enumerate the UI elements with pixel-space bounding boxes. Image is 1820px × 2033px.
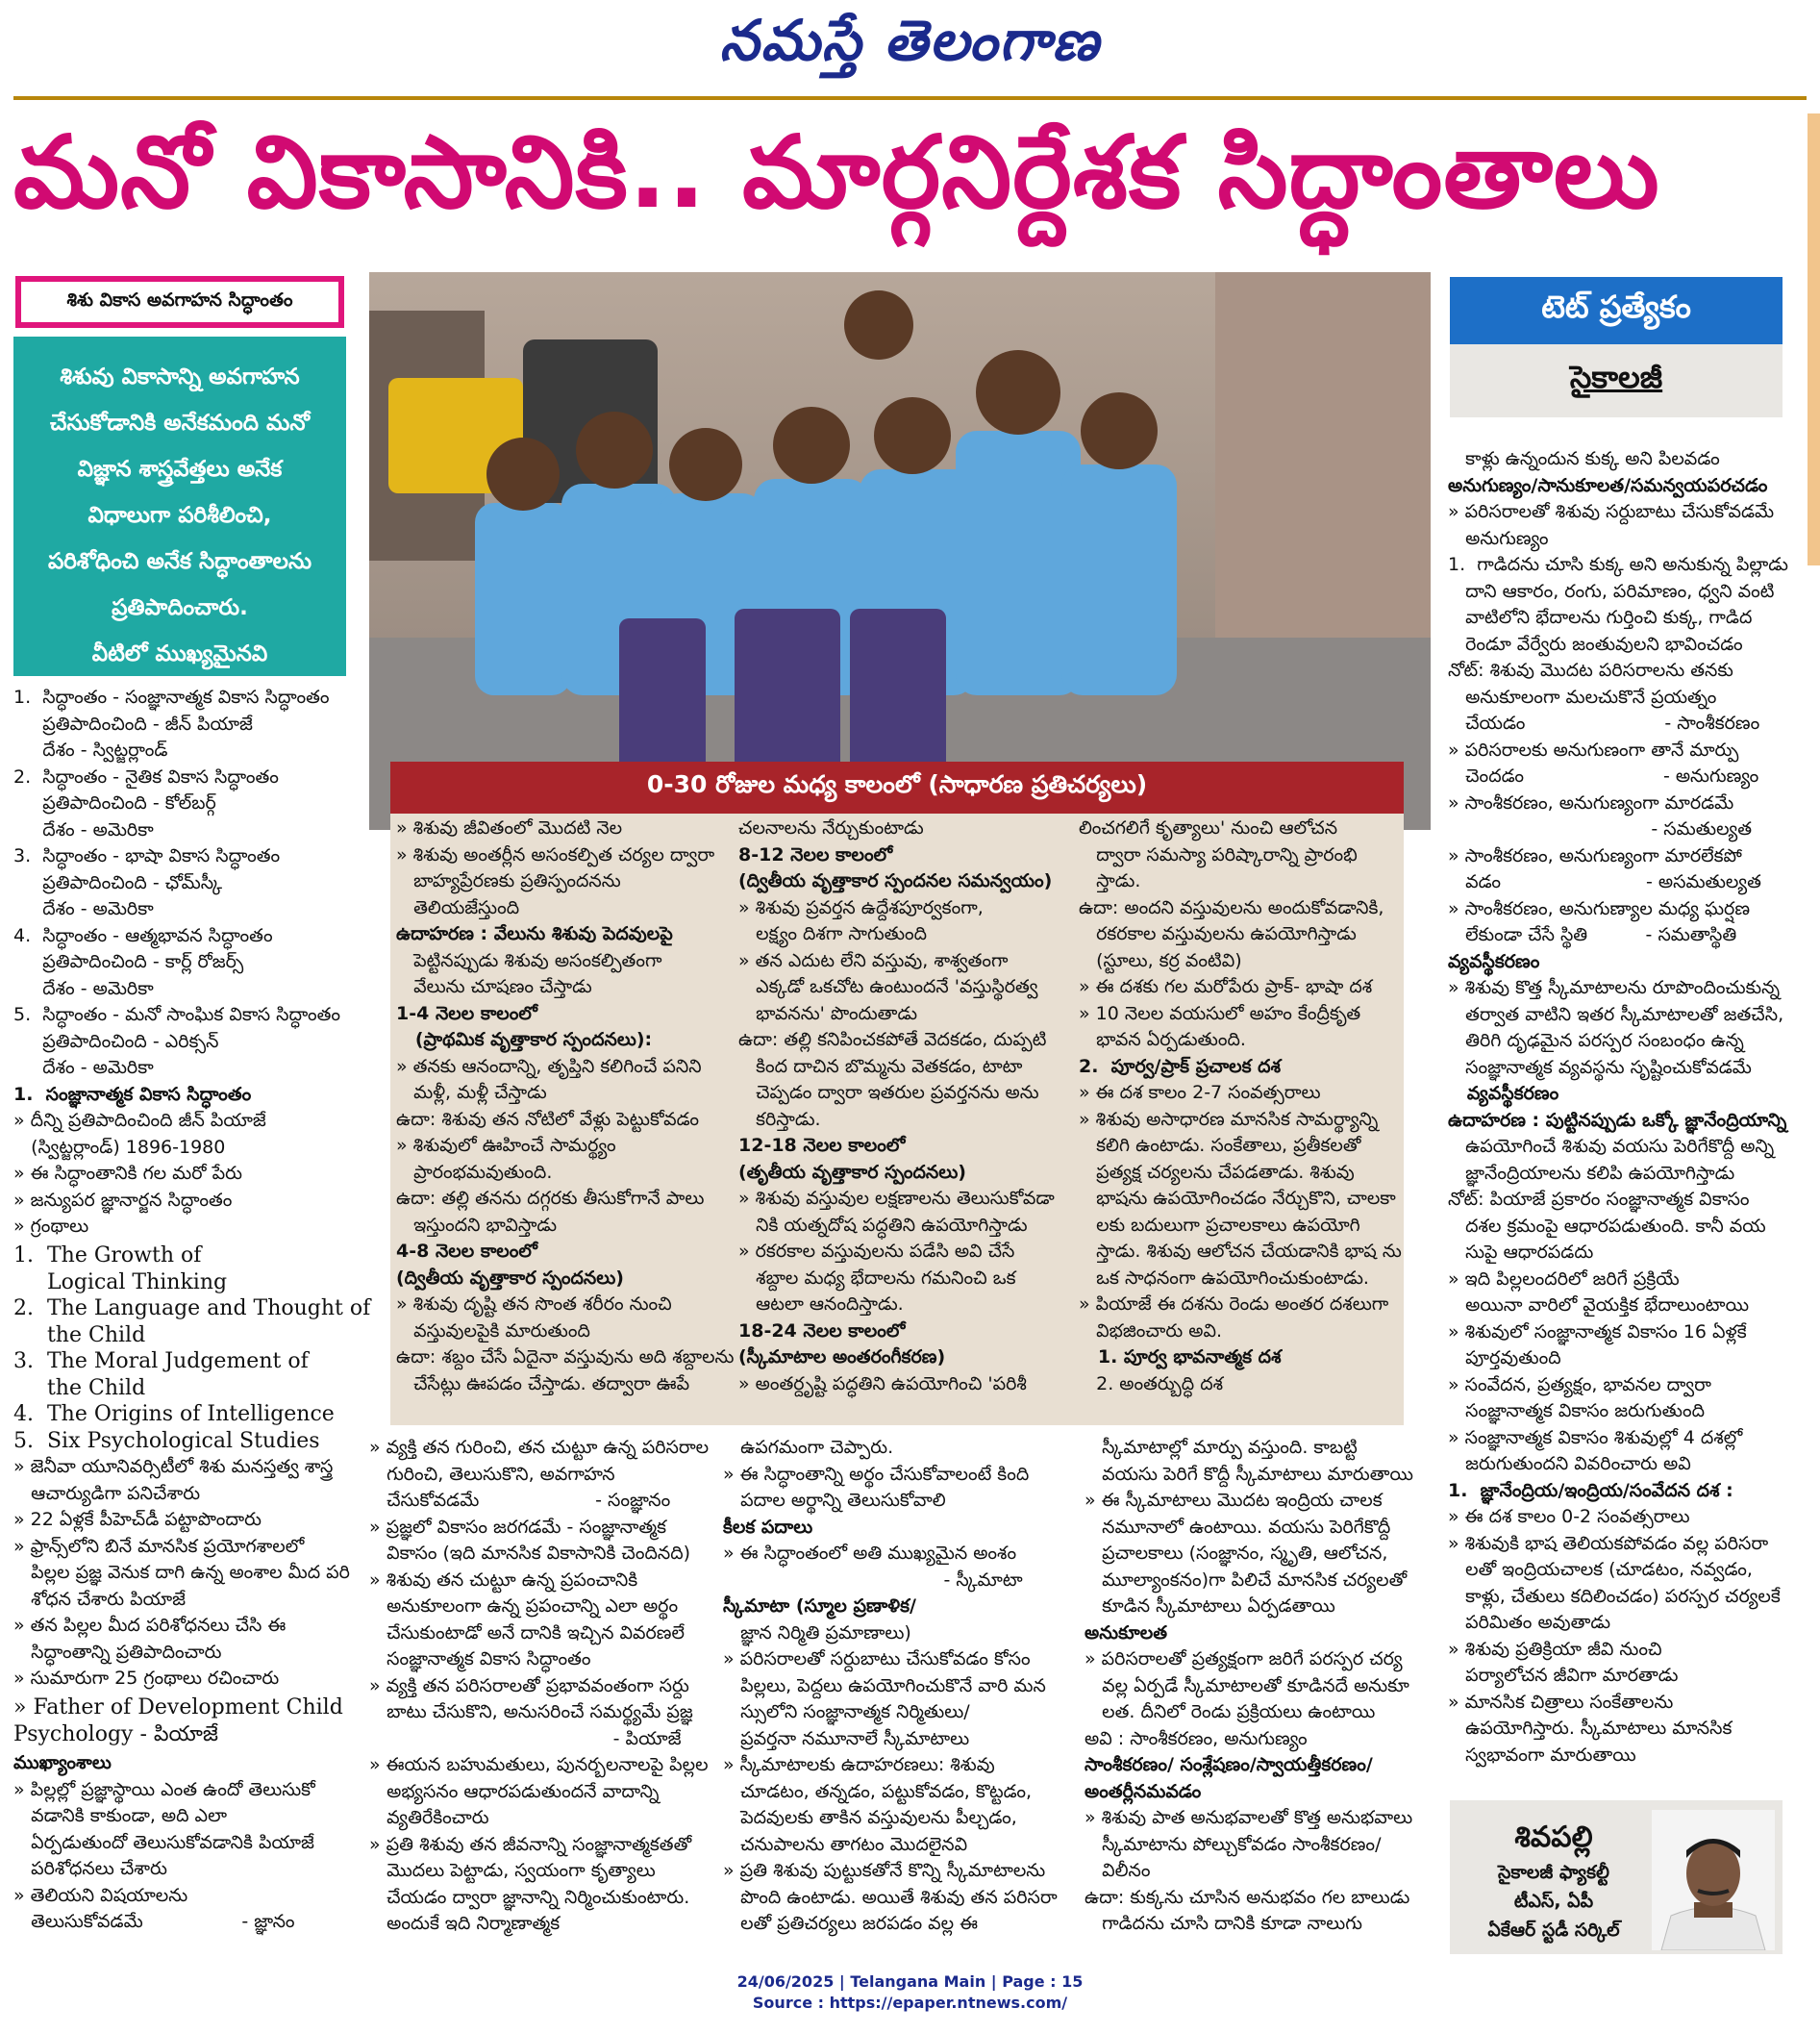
text-line: » శిశువు ప్రవర్తన ఉద్దేశపూర్వకంగా, [738, 896, 984, 918]
text-line: » గ్రంథాలు [13, 1216, 89, 1237]
text-line: నోట్: శిశువు మొదట పరిసరాలను తనకు [1448, 660, 1733, 681]
text-line: చెందడం - అనుగుణ్యం [1448, 766, 1759, 787]
text-line: » ప్రతి శిశువు పుట్టుకతోనే కొన్ని స్కీమాటాలను [723, 1860, 1046, 1881]
text-line: » ఇది పిల్లలందరిలో జరిగే ప్రక్రియే [1448, 1267, 1680, 1290]
text-line: 4. సిద్ధాంతం - ఆత్మభావన సిద్ధాంతం [13, 924, 273, 946]
psychology-label: సైకాలజీ [1450, 344, 1783, 417]
text-line: విభజించారు అవి. [1079, 1319, 1222, 1342]
text-line: వాటిలోని భేదాలను గుర్తించి కుక్క, గాడిద [1448, 607, 1753, 628]
text-line: 1-4 నెలల కాలంలో [396, 1002, 537, 1024]
text-line: కింద దాచిన బొమ్మను వెతకడం, టాటా [738, 1055, 1023, 1077]
text-line: ఎక్కడో ఒకచోట ఉంటుందనే 'వస్తుస్థిరత్వ [738, 976, 1038, 997]
text-line: » శిశువు తన చుట్టూ ఉన్న ప్రపంచానికి [369, 1569, 638, 1591]
author-org: టీఎస్, ఏపీ [1513, 1891, 1594, 1912]
text-line: స్కీమాటాల్లో మార్పు వస్తుంది. కాబట్టి [1085, 1437, 1358, 1458]
text-line: » శిశువు పాత అనుభవాలతో కొత్త అనుభవాలు [1085, 1807, 1413, 1828]
text-line: తిరిగి దృఢమైన పరస్పర సంబంధం ఉన్న [1448, 1030, 1744, 1051]
text-line: 1. జ్ఞానేంద్రియ/ఇంద్రియ/సంవేదన దశ : [1448, 1479, 1733, 1501]
text-line: వ్యతిరేకించారు [369, 1807, 489, 1828]
text-line: » పరిసరాలతో శిశువు సర్దుబాటు చేసుకోవడమే [1448, 501, 1775, 522]
text-line: » మానసిక చిత్రాలు సంకేతాలను [1448, 1691, 1674, 1713]
intro-line: శిశువు వికాసాన్ని అవగాహన [60, 364, 300, 389]
text-line: ఉదా: శిశువు తన నోటిలో వేళ్లు పెట్టుకోవడం [396, 1108, 700, 1130]
author-name: శివపల్లి [1514, 1820, 1593, 1854]
text-line: 3. సిద్ధాంతం - భాషా వికాస సిద్ధాంతం [13, 845, 281, 866]
text-line: చేసుకుంటాడో అనే దానికి ఇచ్చిన వివరణలే [369, 1621, 685, 1644]
text-line: వ్యవస్థీకరణం [1448, 950, 1540, 972]
text-line: » శిశువు వస్తువుల లక్షణాలను తెలుసుకోవడా [738, 1188, 1055, 1209]
text-line: తెలుసుకోవడమే - జ్ఞానం [13, 1911, 295, 1932]
author-text [1458, 1818, 1650, 1945]
middle-col-2 [723, 1435, 1060, 1938]
middle-col-3 [1085, 1435, 1429, 1938]
text-line: ప్రతిపాదించింది - జీన్ పియాజే [13, 713, 253, 735]
text-line: ఉదా: తల్లి తనను దగ్గరకు తీసుకోగానే పాలు [396, 1188, 705, 1209]
text-line: (స్విట్జర్లాండ్) 1896-1980 [13, 1136, 226, 1158]
text-line: అయినా వారిలో వైయక్తిక భేదాలుంటాయి [1448, 1294, 1750, 1316]
text-line: ఉదా: అందని వస్తువులను అందుకోవడానికి, [1079, 896, 1384, 918]
text-line: ప్రతిపాదించింది - కోల్‌బర్గ్ [13, 792, 216, 814]
text-line: అవి : సాంశీకరణం, అనుగుణ్యం [1085, 1727, 1308, 1749]
text-line: 1. గాడిదను చూసి కుక్క అని అనుకున్న పిల్లాడు [1448, 554, 1788, 575]
text-line: సంజ్ఞానాత్మక వ్యవస్థను సృష్టించుకోవడమే [1448, 1056, 1752, 1078]
timeline-col-2 [738, 816, 1077, 1397]
text-line: చూడటం, తన్నడం, పట్టుకోవడం, కొట్టడం, [723, 1780, 1033, 1802]
text-line: ఉపయోగిస్తారు. స్కీమాటాలు మానసిక [1448, 1718, 1733, 1739]
headline-text: మనో వికాసానికి.. మార్గనిర్దేశక సిద్ధాంతాలు [13, 113, 1660, 231]
text-line: సుపై ఆధారపడదు [1448, 1242, 1594, 1263]
text-line: » శిశువులో ఊహించే సామర్థ్యం [396, 1135, 616, 1156]
text-line: ఇస్తుందని భావిస్తాడు [396, 1214, 558, 1236]
text-line: దాని ఆకారం, రంగు, పరిమాణం, ధ్వని వంటి [1448, 580, 1775, 602]
text-line: 5. సిద్ధాంతం - మనో సాంఘిక వికాస సిద్ధాంతం [13, 1004, 341, 1025]
book-title: 2. The Language and Thought of [13, 1296, 371, 1320]
text-line: భాషను ఉపయోగించడం నేర్చుకొని, చాలకా [1079, 1188, 1396, 1209]
text-line: విలీనం [1085, 1860, 1151, 1881]
text-line: ప్రతిపాదించింది - ఛోమ్‌స్కీ [13, 871, 223, 893]
text-line: ఉదాహరణ : వేలును శిశువు పెదవులపై [396, 923, 673, 944]
text-line: కలిగి ఉంటాడు. సంకేతాలు, ప్రతీకలతో [1079, 1135, 1361, 1156]
text-line: వేలును చూషణం చేస్తాడు [396, 976, 592, 997]
text-line: ఆచార్యుడిగా పనిచేశారు [13, 1482, 201, 1504]
masthead-rule [13, 96, 1807, 100]
text-line: లకు బదులుగా ప్రచాలకాలు ఉపయోగి [1079, 1214, 1360, 1236]
timeline-box-heading: 0-30 రోజుల మధ్య కాలంలో (సాధారణ ప్రతిచర్యలు) [390, 762, 1404, 814]
text-line: పదాల అర్థాన్ని తెలుసుకోవాలి [723, 1490, 946, 1511]
text-line: పూర్తవుతుంది [1448, 1347, 1561, 1368]
text-line: లక్ష్యం దిశగా సాగుతుంది [738, 923, 928, 944]
text-line: » ఈ దశకు గల మరోపేరు ప్రాక్- భాషా దశ [1079, 976, 1373, 997]
text-line: ఏర్పడుతుందో తెలుసుకోవడానికి పియాజే [13, 1831, 314, 1853]
tet-special-label: టెట్ ప్రత్యేకం [1450, 277, 1783, 344]
text-line: » శిశువు కొత్త స్కీమాటాలను రూపొందించుకున్న [1448, 977, 1781, 998]
text-line: రెండూ వేర్వేరు జంతువులని భావించడం [1448, 633, 1743, 655]
footer [0, 1971, 1820, 2014]
text-line: » ప్రతి శిశువు తన జీవనాన్ని సంజ్ఞానాత్మకతతో [369, 1833, 692, 1855]
text-line: » పరిసరాలకు అనుగుణంగా తానే మార్పు [1448, 739, 1739, 761]
text-line: » శిశువులో సంజ్ఞానాత్మక వికాసం 16 ఏళ్లకే [1448, 1320, 1747, 1343]
text-line: లించగలిగే కృత్యాలు' నుంచి ఆలోచన [1079, 817, 1338, 839]
left-column [13, 685, 350, 1241]
headline [13, 113, 1797, 258]
text-line: తర్వాత వాటిని ఇతర స్కీమాటాలతో జతచేసి, [1448, 1003, 1784, 1025]
text-line: (ద్వితీయ వృత్తాకార స్పందనలు) [396, 1267, 624, 1289]
text-line: » ఈ స్కీమాటాలు మొదట ఇంద్రియ చాలక [1085, 1490, 1383, 1511]
edge-strip [1808, 113, 1820, 565]
text-line: 1. సంజ్ఞానాత్మక వికాస సిద్ధాంతం [13, 1083, 252, 1105]
text-line: » 10 నెలల వయసులో అహం కేంద్రీకృత [1079, 1002, 1361, 1024]
text-line: శబ్దాల మధ్య భేదాలను గమనించి ఒక [738, 1267, 1016, 1289]
text-line: బాటు చేసుకొని, అనుసరించే సమర్థ్యమే ప్రజ్ఞ [369, 1701, 693, 1722]
text-line: » జెనీవా యూనివర్సిటీలో శిశు మనస్తత్వ శాస్త్ర [13, 1456, 334, 1477]
text-line: » ఈ దశ కాలం 2-7 సంవత్సరాలు [1079, 1082, 1321, 1103]
text-line: పెట్టినప్పుడు శిశువు అసంకల్పితంగా [396, 949, 662, 971]
text-line: అనుగుణ్యం/సానుకూలత/సమన్వయపరచడం [1448, 474, 1768, 496]
text-line: వస్తువులపైకి మారుతుంది [396, 1319, 590, 1342]
text-line: » ఈ సిద్ధాంతంలో అతి ముఖ్యమైన అంశం [723, 1543, 1017, 1564]
text-line: » సంజ్ఞానాత్మక వికాసం శిశువుల్లో 4 దశల్లో [1448, 1426, 1743, 1448]
text-line: స్కీమాటాను పోల్చుకోవడం సాంశీకరణం/ [1085, 1833, 1382, 1855]
text-line: చేసుకోవడమే - సంజ్ఞానం [369, 1490, 671, 1511]
text-line: » పియాజే ఈ దశను రెండు అంతర దశలుగా [1079, 1293, 1389, 1315]
text-line: » ఈయన బహుమతులు, పునర్బలనాలపై పిల్లల [369, 1754, 709, 1775]
text-line: స్తాడు. శిశువు ఆలోచన చేయడానికి భాష ను [1079, 1241, 1402, 1262]
text-line: » పరిసరాలతో ప్రత్యక్షంగా జరిగే పరస్పర చర్య [1085, 1648, 1403, 1669]
text-line: చనుపాలను తాగటం మొదలైనవి [723, 1833, 968, 1855]
text-line: జరుగుతుందని వివరించారు అవి [1448, 1453, 1691, 1474]
text-line: మూల్యాంకనం)గా పిలిచే మానసిక చర్యలతో [1085, 1569, 1408, 1591]
text-line: చేయడం ద్వారా జ్ఞానాన్ని నిర్మించుకుంటారు. [369, 1886, 690, 1908]
text-line: బాహ్యప్రేరణకు ప్రతిస్పందనను [396, 870, 621, 891]
text-line: ఉదాహరణ : పుట్టినప్పుడు ఒక్కో జ్ఞానేంద్రియాన్ని [1448, 1109, 1787, 1131]
text-line: గాడిదను చూసి దానికి కూడా నాలుగు [1085, 1913, 1362, 1934]
text-line: 2. అంతర్బుద్ధి దశ [1079, 1372, 1224, 1394]
text-line: ప్రత్యక్ష చర్యలను చేపడతాడు. శిశువు [1079, 1161, 1355, 1183]
intro-box [13, 337, 346, 676]
highlights-block [13, 1750, 350, 1936]
text-line: అనుకూలంగా మలచుకొనే ప్రయత్నం [1448, 686, 1717, 708]
text-line: సాంశీకరణం/ సంశ్లేషణం/స్వాయత్తీకరణం/ [1085, 1754, 1373, 1775]
text-line: రకరకాల వస్తువులను ఉపయోగిస్తాడు [1079, 923, 1357, 944]
text-line: వడం - అసమతుల్యత [1448, 871, 1761, 892]
book-title: 5. Six Psychological Studies [13, 1428, 320, 1453]
text-line: - పియాజే [369, 1727, 682, 1749]
text-line: మొదలు పెట్టాడు, స్వయంగా కృత్యాలు [369, 1860, 656, 1881]
text-line: - సమతుల్యత [1448, 818, 1753, 840]
text-line: » స్కీమాటాలకు ఉదాహరణలు: శిశువు [723, 1754, 995, 1775]
book-title: the Child [13, 1375, 146, 1400]
text-line: » సాంశీకరణం, అనుగుణ్యంగా మారలేకపో [1448, 844, 1742, 866]
text-line: ఉపగమంగా చెప్పారు. [723, 1437, 894, 1458]
text-line: భావనను' పొందుతాడు [738, 1002, 918, 1024]
text-line: » 22 ఏళ్లకే పీహెచ్‌డీ పట్టాపొందారు [13, 1509, 262, 1530]
text-line: » సుమారుగా 25 గ్రంథాలు రచించారు [13, 1668, 280, 1689]
text-line: లతో ఇంద్రియచాలక (చూడటం, నవ్వడం, [1448, 1559, 1753, 1580]
text-line: » శిశువు అంతర్లీన అసంకల్పిత చర్యల ద్వారా [396, 843, 715, 866]
timeline-col-3 [1079, 816, 1404, 1397]
text-line: లత. దీనిలో రెండు ప్రక్రియలు ఉంటాయి [1085, 1701, 1376, 1722]
text-line: అనుకూలత [1085, 1621, 1167, 1644]
text-line: కూడిన స్కీమాటాలు ఏర్పడతాయి [1085, 1595, 1335, 1617]
text-line: స్వభావంగా మారుతాయి [1448, 1744, 1636, 1766]
text-line: 8-12 నెలల కాలంలో [738, 843, 893, 866]
book-title: 1. The Growth of [13, 1243, 202, 1267]
text-line: నమూనాలో ఉంటాయి. వయసు పెరిగేకొద్దీ [1085, 1516, 1391, 1538]
text-line: » ఈ సిద్ధాంతానికి గల మరో పేరు [13, 1163, 242, 1184]
text-line: (తృతీయ వృత్తాకార స్పందనలు) [738, 1161, 966, 1183]
text-line: » సంవేదన, ప్రత్యక్షం, భావనల ద్వారా [1448, 1373, 1711, 1395]
text-line: పర్యాలోచన జీవిగా మారతాడు [1448, 1665, 1679, 1686]
right-column [1448, 446, 1786, 1769]
text-line: (స్కీమాటాల అంతరంగీకరణ) [738, 1346, 946, 1368]
text-line: (స్టూలు, కర్ర వంటివి) [1079, 949, 1242, 971]
text-line: » తన పిల్లల మీద పరిశోధనలు చేసి ఈ [13, 1615, 287, 1636]
text-line: ఆటలా ఆనందిస్తాడు. [738, 1293, 904, 1315]
text-line: దేశం - అమెరికా [13, 1057, 154, 1078]
text-line: ద్వారా సమస్యా పరిష్కారాన్ని ప్రారంభి [1079, 843, 1358, 866]
text-line: అందుకే ఇది నిర్మాణాత్మక [369, 1913, 561, 1934]
text-line: వల్ల ఏర్పడే స్కీమాటాలతో కూడినదే అనుకూ [1085, 1674, 1409, 1696]
book-title: Logical Thinking [13, 1269, 228, 1294]
text-line: పొంది ఉంటాడు. అయితే శిశువు తన పరిసరా [723, 1886, 1058, 1908]
author-photo [1652, 1810, 1775, 1950]
intro-line: విజ్ఞాన శాస్త్రవేత్తలు అనేక [77, 457, 283, 482]
text-line: గురించి, తెలుసుకొని, అవగాహన [369, 1463, 615, 1485]
intro-line: వీటిలో ముఖ్యమైనవి [91, 641, 268, 666]
middle-col-1 [369, 1435, 711, 1938]
intro-line: ప్రతిపాదించారు. [112, 595, 248, 620]
author-org-2: ఏకేఆర్ స్టడీ సర్కిల్ [1487, 1920, 1620, 1941]
text-line: సిద్ధాంతాన్ని ప్రతిపాదించారు [13, 1641, 222, 1663]
text-line: మళ్లీ, మళ్లీ చేస్తాడు [396, 1082, 547, 1103]
text-line: 12-18 నెలల కాలంలో [738, 1135, 906, 1156]
text-line: ఉదా: తల్లి కనిపించకపోతే వెదకడం, దుప్పటి [738, 1029, 1047, 1050]
text-line: చేసేట్లు ఊపడం చేస్తాడు. తద్వారా ఊపే [396, 1372, 690, 1394]
text-line: 1. సిద్ధాంతం - సంజ్ఞానాత్మక వికాస సిద్ధాంతం [13, 687, 330, 708]
text-line: ఉదా: కుక్కను చూసిన అనుభవం గల బాలుడు [1085, 1886, 1410, 1908]
text-line: » సాంశీకరణం, అనుగుణ్యాల మధ్య ఘర్షణ [1448, 897, 1751, 919]
text-line: ప్రతిపాదించింది - కార్ల్ రోజర్స్ [13, 951, 244, 972]
father-line: » Father of Development Child [13, 1695, 343, 1719]
text-line: నికి యత్నదోష పద్ధతిని ఉపయోగిస్తాడు [738, 1214, 1028, 1236]
text-line: ఉపయోగించే శిశువు వయసు పెరిగేకొద్దీ అన్ని [1448, 1136, 1775, 1157]
text-line: ప్రారంభమవుతుంది. [396, 1161, 553, 1183]
left-column-2 [13, 1454, 350, 1693]
students-photo [369, 272, 1431, 830]
text-line: ఉదా: శబ్దం చేసే ఏదైనా వస్తువును అది శబ్దాలను [396, 1346, 735, 1368]
text-line: » తనకు ఆనందాన్ని, తృప్తిని కలిగించే పనిని [396, 1055, 702, 1077]
text-line: 18-24 నెలల కాలంలో [738, 1319, 906, 1342]
intro-line: పరిశోధించి అనేక సిద్ధాంతాలను [47, 549, 312, 574]
text-line: 2. పూర్వ/ప్రాక్ ప్రచాలక దశ [1079, 1055, 1282, 1077]
text-line: తెలియజేస్తుంది [396, 896, 520, 918]
text-line: కీలక పదాలు [723, 1516, 813, 1538]
text-line: ప్రచాలకాలు (సంజ్ఞానం, స్మృతి, ఆలోచన, [1085, 1543, 1388, 1564]
text-line: భావన ఏర్పడుతుంది. [1079, 1029, 1246, 1050]
text-line: (ప్రాథమిక వృత్తాకార స్పందనలు): [396, 1029, 653, 1050]
text-line: జ్ఞానేంద్రియాలను కలిపి ఉపయోగిస్తాడు [1448, 1162, 1735, 1184]
text-line: వికాసం (ఇది మానసిక వికాసానికి చెందినది) [369, 1543, 691, 1564]
text-line: » శిశువు అసాధారణ మానసిక సామర్థ్యాన్ని [1079, 1108, 1379, 1130]
text-line: ఒక సాధనంగా ఉపయోగించుకుంటాడు. [1079, 1267, 1369, 1289]
footer-date-page: 24/06/2025 | Telangana Main | Page : 15 [736, 1972, 1084, 1991]
intro-line: చేసుకోడానికి అనేకమంది మనో [49, 411, 311, 436]
text-line: - స్కీమాటా [723, 1569, 1023, 1591]
text-line: చలనాలను నేర్చుకుంటాడు [738, 817, 924, 839]
intro-line: విధాలుగా పరిశీలించి, [87, 503, 272, 528]
text-line: వయసు పెరిగే కొద్దీ స్కీమాటాలు మారుతాయి [1085, 1463, 1413, 1485]
text-line: » శిశువు జీవితంలో మొదటి నెల [396, 817, 623, 839]
text-line: దశల క్రమంపై ఆధారపడుతుంది. కానీ వయ [1448, 1215, 1766, 1237]
books-list [13, 1242, 371, 1454]
text-line: దేశం - స్విట్జర్లాండ్ [13, 740, 168, 761]
text-line: నోట్: పియాజే ప్రకారం సంజ్ఞానాత్మక వికాసం [1448, 1189, 1750, 1210]
text-line: » దీన్ని ప్రతిపాదించింది జీన్ పియాజే [13, 1110, 266, 1131]
text-line: అనుకూలంగా ఉన్న ప్రపంచాన్ని ఎలా అర్థం [369, 1595, 679, 1617]
text-line: పిల్లలు, పెద్దలు ఉపయోగించుకొనే వారి మన [723, 1674, 1046, 1696]
text-line: » వ్యక్తి తన పరిసరాలతో ప్రభావవంతంగా సర్దు [369, 1674, 689, 1696]
text-line: » జన్యుపర జ్ఞానార్జన సిద్ధాంతం [13, 1189, 233, 1211]
text-line: అనుగుణ్యం [1448, 527, 1549, 549]
text-line: పరిమితం అవుతాడు [1448, 1612, 1611, 1633]
text-line: చేయడం - సాంశీకరణం [1448, 713, 1760, 734]
text-line: పిల్లల ప్రజ్ఞ వెనుక దాగి ఉన్న అంశాల మీద పరి [13, 1562, 350, 1583]
text-line: 4-8 నెలల కాలంలో [396, 1241, 537, 1262]
text-line: శోధన చేశారు పియాజే [13, 1588, 187, 1610]
left-box-title: శిశు వికాస అవగాహన సిద్ధాంతం [15, 276, 344, 328]
text-line: ప్రవర్తనా నమూనాలే స్కీమాటాలు [723, 1727, 970, 1749]
text-line: » పరిసరాలతో సర్దుబాటు చేసుకోవడం కోసం [723, 1648, 1031, 1669]
text-line: (ద్వితీయ వృత్తాకార స్పందనల సమన్వయం) [738, 870, 1053, 891]
book-title: 3. The Moral Judgement of [13, 1349, 309, 1373]
book-title: the Child [13, 1322, 146, 1347]
text-line: » శిశువు దృష్టి తన సొంత శరీరం నుంచి [396, 1293, 672, 1315]
text-line: » ఈ దశ కాలం 0-2 సంవత్సరాలు [1448, 1506, 1690, 1527]
text-line: వ్యవస్థీకరణం [1448, 1083, 1559, 1104]
father-block [13, 1694, 350, 1747]
text-line: సంజ్ఞానాత్మక వికాస సిద్ధాంతం [369, 1648, 591, 1669]
book-title: 4. The Origins of Intelligence [13, 1402, 335, 1426]
text-line: దేశం - అమెరికా [13, 818, 154, 841]
author-role: సైకాలజీ ఫ్యాకల్టీ [1498, 1862, 1609, 1883]
text-line: లతో ప్రతిచర్యలు జరపడం వల్ల ఈ [723, 1913, 979, 1934]
text-line: కరిస్తాడు. [738, 1108, 821, 1130]
text-line: స్కీమాటా (స్మూల ప్రణాళిక/ [723, 1595, 916, 1617]
text-line: పెదవులకు తాకిన వస్తువులను పీల్చడం, [723, 1807, 1017, 1828]
footer-source: Source : https://epaper.ntnews.com/ [752, 1994, 1068, 2012]
text-line: » పిల్లల్లో ప్రజ్ఞాస్థాయి ఎంత ఉందో తెలుసుకో [13, 1778, 315, 1800]
text-line: కాళ్లు, చేతులు కదిలించడం) పరస్పర చర్యలకే [1448, 1585, 1781, 1607]
text-line: కాళ్లు ఉన్నందున కుక్క అని పిలవడం [1448, 448, 1720, 469]
text-line: స్సులోని సంజ్ఞానాత్మక నిర్మితులు/ [723, 1701, 970, 1722]
text-line: » రకరకాల వస్తువులను పడేసి అవి చేసే [738, 1241, 1015, 1262]
masthead [0, 0, 1820, 96]
text-line: » శిశువుకి భాష తెలియకపోవడం వల్ల పరిసరా [1448, 1532, 1769, 1554]
text-line: చెప్పడం ద్వారా ఇతరుల ప్రవర్తనను అను [738, 1082, 1039, 1103]
text-line: » ఈ సిద్ధాంతాన్ని అర్థం చేసుకోవాలంటే కింది [723, 1463, 1030, 1485]
text-line: ప్రతిపాదించింది - ఎరిక్సన్ [13, 1030, 219, 1052]
text-line: పరిశోధనలు చేశారు [13, 1858, 167, 1879]
text-line: » వ్యక్తి తన గురించి, తన చుట్టూ ఉన్న పరిసరాల [369, 1437, 710, 1458]
text-line: » తన ఎదుట లేని వస్తువు, శాశ్వతంగా [738, 949, 1009, 971]
text-line: » శిశువు ప్రతిక్రియా జీవి నుంచి [1448, 1638, 1662, 1660]
text-line: 1. పూర్వ భావనాత్మక దశ [1079, 1346, 1282, 1368]
text-line: » ప్రజ్ఞలో వికాసం జరగడమే - సంజ్ఞానాత్మక [369, 1516, 667, 1538]
text-line: 2. సిద్ధాంతం - నైతిక వికాస సిద్ధాంతం [13, 766, 279, 788]
timeline-col-1 [396, 816, 735, 1397]
text-line: దేశం - అమెరికా [13, 977, 154, 999]
text-line: జ్ఞాన నిర్మితి ప్రమాణాలు) [723, 1621, 911, 1644]
masthead-logo: నమస్తే తెలంగాణ [719, 8, 1101, 73]
text-line: సంజ్ఞానాత్మక వికాసం జరుగుతుంది [1448, 1400, 1706, 1421]
text-line: » తెలియని విషయాలను [13, 1884, 188, 1906]
text-line: వడానికి కాకుండా, అది ఎలా [13, 1805, 227, 1826]
text-line: దేశం - అమెరికా [13, 898, 154, 919]
text-line: స్తాడు. [1079, 870, 1141, 891]
text-line: » అంతర్దృష్టి పద్ధతిని ఉపయోగించి 'పరిశీ [738, 1372, 1027, 1394]
text-line: లేకుండా చేసే స్థితి - సమతాస్థితి [1448, 924, 1737, 945]
text-line: అంతర్లీనమవడం [1085, 1780, 1202, 1802]
text-line: అభ్యసనం ఆధారపడుతుందనే వాదాన్ని [369, 1780, 660, 1802]
text-line: » ఫ్రాన్స్‌లోని బినే మానసిక ప్రయోగశాలలో [13, 1535, 305, 1557]
text-line: » సాంశీకరణం, అనుగుణ్యంగా మారడమే [1448, 791, 1734, 814]
father-line-2: Psychology - పియాజే [13, 1721, 218, 1746]
highlights-heading: ముఖ్యాంశాలు [13, 1752, 112, 1773]
